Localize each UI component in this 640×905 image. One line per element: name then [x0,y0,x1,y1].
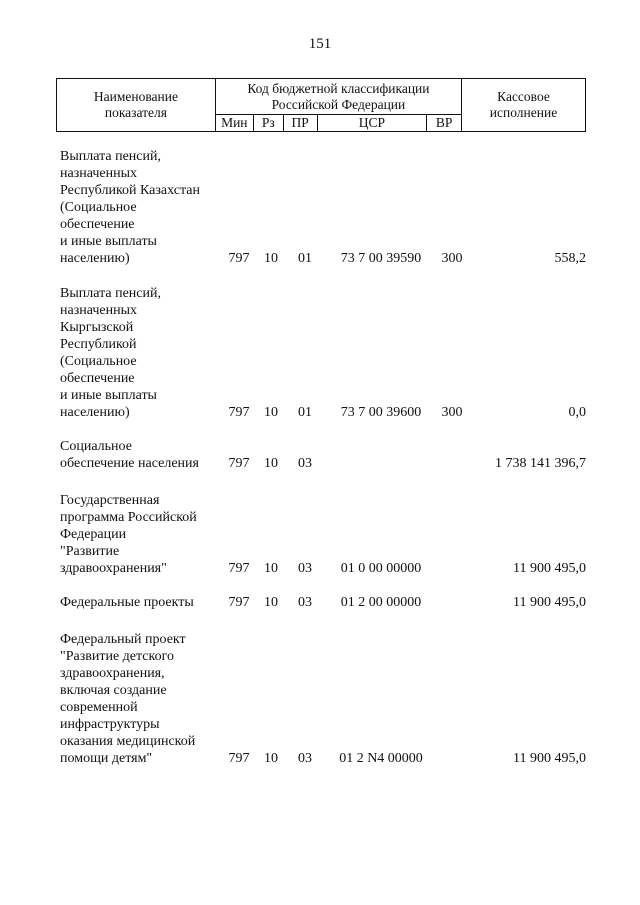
row-name: Государственная программа Российской Федерации "Развитие здравоохранения" [60,493,197,576]
row-rz: 10 [264,595,278,610]
row-min: 797 [228,405,250,420]
row-min: 797 [228,456,250,471]
header-csr: ЦСР [317,115,427,132]
row-vr: 300 [441,405,463,420]
row-amount: 1 738 141 396,7 [495,456,586,471]
row-amount: 558,2 [554,251,586,266]
row-min: 797 [228,561,250,576]
row-pr: 03 [298,561,312,576]
header-rz: Рз [253,115,283,132]
header-vr: ВР [427,115,462,132]
row-csr: 73 7 00 39590 [340,251,422,266]
row-name: Выплата пенсий, назначенных Кыргызской Республикой (Социальное обеспечение и иные выплаты населению) [60,286,161,420]
row-amount: 11 900 495,0 [513,561,586,576]
table-row [60,590,590,611]
row-rz: 10 [264,251,278,266]
row-min: 797 [228,251,250,266]
table-row [60,484,590,577]
header-pr: ПР [283,115,317,132]
row-rz: 10 [264,456,278,471]
row-pr: 03 [298,595,312,610]
row-pr: 01 [298,405,312,420]
row-csr: 01 2 00 00000 [340,595,422,610]
row-amount: 11 900 495,0 [513,751,586,766]
table-row [60,622,590,767]
row-rz: 10 [264,405,278,420]
row-name: Выплата пенсий, назначенных Республикой Казахстан (Социальное обеспечение и иные выплаты населению) [60,149,200,266]
row-csr: 01 0 00 00000 [340,561,422,576]
page-number: 151 [308,36,332,52]
table-row [60,431,590,472]
header-name-column: Наименование показателя [57,79,216,132]
row-name: Социальное обеспечение населения [60,439,199,471]
header-min: Мин [215,115,253,132]
row-rz: 10 [264,751,278,766]
table-row [60,266,590,421]
table-row [60,129,590,267]
header-code-group: Код бюджетной классификации Российской Федерации [215,79,461,115]
row-csr: 01 2 N4 00000 [339,751,423,766]
row-pr: 01 [298,251,312,266]
row-name: Федеральный проект "Развитие детского здравоохранения, включая создание современной инфраструктуры оказания медицинской помощи детям" [60,632,196,766]
row-csr: 73 7 00 39600 [340,405,422,420]
row-pr: 03 [298,456,312,471]
row-vr: 300 [441,251,463,266]
row-amount: 0,0 [568,405,586,420]
row-min: 797 [228,595,250,610]
row-pr: 03 [298,751,312,766]
table-header [56,78,586,132]
row-name: Федеральные проекты [60,595,194,610]
row-min: 797 [228,751,250,766]
header-amount-column: Кассовое исполнение [462,79,586,132]
row-amount: 11 900 495,0 [513,595,586,610]
row-rz: 10 [264,561,278,576]
